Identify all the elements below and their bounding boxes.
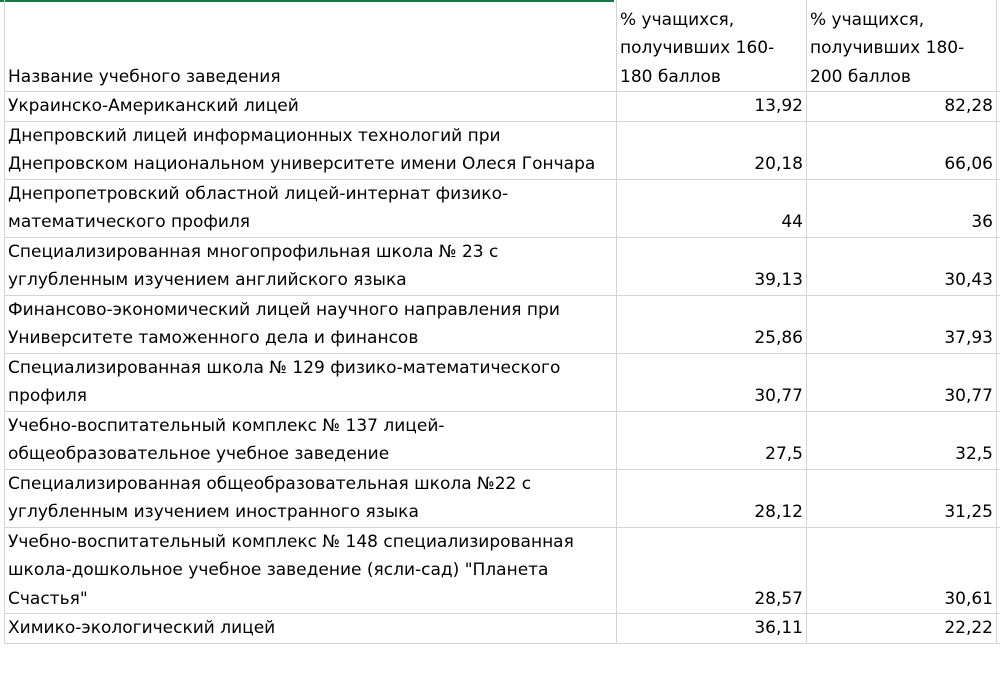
empty-cell[interactable] bbox=[997, 92, 1000, 122]
pct-160-180-cell[interactable]: 20,18 bbox=[617, 121, 807, 179]
pct-180-200-cell[interactable]: 82,28 bbox=[807, 92, 997, 122]
pct-160-180-cell[interactable]: 36,11 bbox=[617, 614, 807, 644]
empty-cell[interactable] bbox=[997, 0, 1000, 92]
pct-180-200-cell[interactable]: 30,77 bbox=[807, 353, 997, 411]
header-row bbox=[5, 0, 1000, 92]
school-name-cell[interactable]: Специализированная общеобразовательная школа №22 с углубленным изучением иностранного языка bbox=[5, 469, 617, 527]
pct-160-180-cell[interactable]: 30,77 bbox=[617, 353, 807, 411]
table-row bbox=[5, 295, 1000, 353]
pct-180-200-cell[interactable]: 30,43 bbox=[807, 237, 997, 295]
pct-180-200-cell[interactable]: 30,61 bbox=[807, 527, 997, 614]
schools-table bbox=[4, 0, 1000, 644]
school-name-cell[interactable]: Специализированная школа № 129 физико-математического профиля bbox=[5, 353, 617, 411]
pct-160-180-cell[interactable]: 44 bbox=[617, 179, 807, 237]
header-pct-180-200-cell[interactable]: % учащихся, получивших 180-200 баллов bbox=[807, 0, 997, 92]
pct-160-180-cell[interactable]: 27,5 bbox=[617, 411, 807, 469]
school-name-cell[interactable]: Химико-экологический лицей bbox=[5, 614, 617, 644]
empty-cell[interactable] bbox=[997, 237, 1000, 295]
school-name-cell[interactable]: Днепропетровский областной лицей-интернат физико-математического профиля bbox=[5, 179, 617, 237]
table-row bbox=[5, 353, 1000, 411]
empty-cell[interactable] bbox=[997, 469, 1000, 527]
table-row bbox=[5, 121, 1000, 179]
empty-cell[interactable] bbox=[997, 121, 1000, 179]
table-row bbox=[5, 614, 1000, 644]
empty-cell[interactable] bbox=[997, 179, 1000, 237]
school-name-cell[interactable]: Украинско-Американский лицей bbox=[5, 92, 617, 122]
school-name-cell[interactable]: Специализированная многопрофильная школа № 23 с углубленным изучением английского языка bbox=[5, 237, 617, 295]
school-name-cell[interactable]: Финансово-экономический лицей научного направления при Университете таможенного дела и финансов bbox=[5, 295, 617, 353]
pct-160-180-cell[interactable]: 39,13 bbox=[617, 237, 807, 295]
school-name-cell[interactable]: Днепровский лицей информационных технологий при Днепровском национальном университете имени Олеся Гончара bbox=[5, 121, 617, 179]
header-name-cell[interactable]: Название учебного заведения bbox=[5, 0, 617, 92]
empty-cell[interactable] bbox=[997, 353, 1000, 411]
table-row bbox=[5, 179, 1000, 237]
school-name-cell[interactable]: Учебно-воспитательный комплекс № 148 специализированная школа-дошкольное учебное заведение (ясли-сад) "Планета Счастья" bbox=[5, 527, 617, 614]
pct-160-180-cell[interactable]: 28,12 bbox=[617, 469, 807, 527]
pct-180-200-cell[interactable]: 32,5 bbox=[807, 411, 997, 469]
empty-cell[interactable] bbox=[997, 527, 1000, 614]
empty-cell[interactable] bbox=[997, 614, 1000, 644]
table-row bbox=[5, 469, 1000, 527]
pct-180-200-cell[interactable]: 31,25 bbox=[807, 469, 997, 527]
table-row bbox=[5, 92, 1000, 122]
table-row bbox=[5, 411, 1000, 469]
header-pct-160-180-cell[interactable]: % учащихся, получивших 160-180 баллов bbox=[617, 0, 807, 92]
school-name-cell[interactable]: Учебно-воспитательный комплекс № 137 лицей-общеобразовательное учебное заведение bbox=[5, 411, 617, 469]
table-row bbox=[5, 527, 1000, 614]
table-row bbox=[5, 237, 1000, 295]
pct-160-180-cell[interactable]: 13,92 bbox=[617, 92, 807, 122]
empty-cell[interactable] bbox=[997, 411, 1000, 469]
empty-cell[interactable] bbox=[997, 295, 1000, 353]
pct-180-200-cell[interactable]: 66,06 bbox=[807, 121, 997, 179]
pct-180-200-cell[interactable]: 36 bbox=[807, 179, 997, 237]
pct-180-200-cell[interactable]: 22,22 bbox=[807, 614, 997, 644]
pct-180-200-cell[interactable]: 37,93 bbox=[807, 295, 997, 353]
pct-160-180-cell[interactable]: 25,86 bbox=[617, 295, 807, 353]
pct-160-180-cell[interactable]: 28,57 bbox=[617, 527, 807, 614]
